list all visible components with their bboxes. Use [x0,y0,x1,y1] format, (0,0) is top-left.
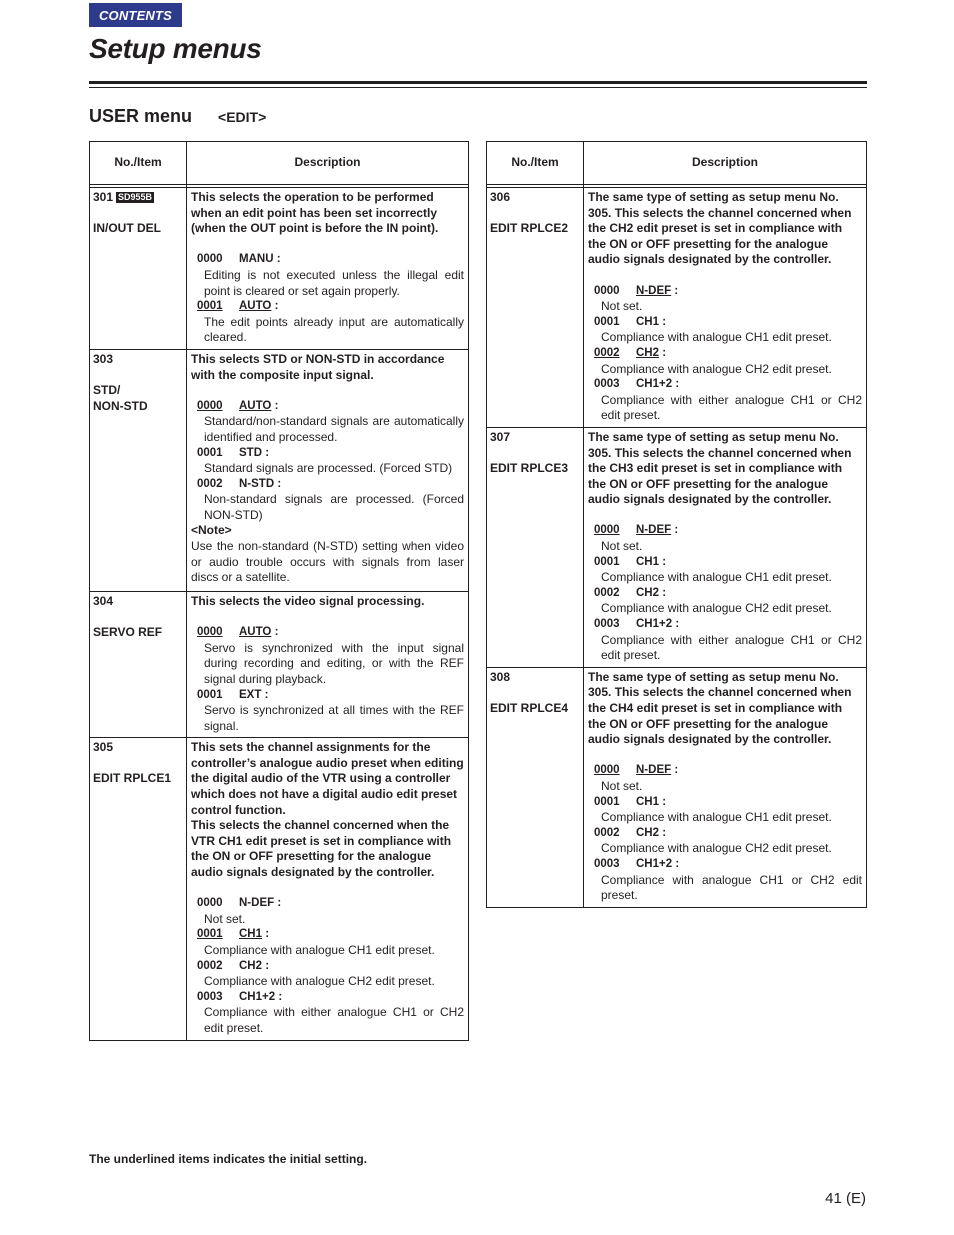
page-title: Setup menus [89,33,262,64]
option-line: 0000 MANU : [197,253,281,266]
description-cell [584,667,867,907]
option-description: Not set. [601,778,643,793]
option-line: 0003 CH1+2 : [594,857,680,870]
description-cell [584,188,867,428]
option-description: Standard signals are processed. (Forced STD) [204,461,453,476]
option-line: 0000 AUTO : [197,626,279,639]
description-lead: This sets the channel assignments for the controller’s analogue audio preset when editing the digital audio of the VTR using a controller which does not have a digital audio edit preset control function. [191,740,464,817]
option-line: 0000 N-DEF : [594,284,679,297]
option-description: Compliance with analogue CH1 edit preset. [204,943,435,957]
menu-number: 306 [490,190,511,204]
item-cell [487,427,584,667]
column-header-description: Description [187,142,469,185]
option-description: Compliance with analogue CH1 edit preset. [601,810,832,825]
table-row [90,349,469,591]
model-badge: SD955B [118,192,153,202]
option-description: Servo is synchronized with the input signal during recording and editing, or with the REF signal during playback. [204,640,464,686]
option-description: Not set. [601,539,643,554]
menu-number: 305 [93,740,114,755]
column-header-item: No./Item [90,142,187,185]
menu-number: 301 [93,190,114,204]
menu-number: 303 [93,351,114,366]
option-description: Compliance with analogue CH2 edit preset. [601,361,832,376]
description-cell [584,427,867,667]
menu-number: 304 [93,593,114,608]
description-lead: This selects STD or NON-STD in accordance with the composite input signal. [191,351,445,382]
option-description: Compliance with analogue CH1 edit preset. [601,570,832,585]
option-description: Servo is synchronized at all times with the REF signal. [204,703,464,733]
option-line: 0000 N-DEF : [594,524,679,537]
menu-item-name: IN/OUT DEL [93,221,161,236]
menu-item-name: EDIT RPLCE3 [490,461,569,476]
option-description: Compliance with either analogue CH1 or CH2 edit preset. [204,1005,464,1035]
footnote: The underlined items indicates the initial setting. [89,1152,368,1166]
item-cell [90,349,187,591]
option-line: 0001 STD : [197,446,270,459]
table-row [90,738,469,1040]
option-description: Compliance with analogue CH1 edit preset. [601,330,832,345]
menu-number: 308 [490,669,511,684]
note-label: <Note> [191,523,232,538]
menu-item-name: NON-STD [93,398,148,413]
header-rule-thick [89,81,867,84]
option-line: 0001 CH1 : [594,795,667,808]
menu-item-name: EDIT RPLCE1 [93,771,172,786]
option-description: Compliance with analogue CH2 edit preset. [601,841,832,856]
description-cell [187,349,469,591]
description-cell [187,591,469,737]
option-description: Compliance with analogue CH1 or CH2 edit preset. [601,872,862,903]
option-line: 0000 N-DEF : [594,764,679,777]
description-lead: This selects the channel concerned when the VTR CH1 edit preset is set in compliance with the ON or OFF presetting for the analogue audio signals designated by the controller. [191,818,452,880]
option-description: Compliance with either analogue CH1 or CH2 edit preset. [601,392,862,423]
menu-number: 307 [490,429,511,444]
section-heading [89,106,266,127]
option-description: Compliance with analogue CH2 edit preset. [204,974,435,989]
column-header-item: No./Item [487,142,584,185]
table-row [487,667,867,907]
menu-item-name: SERVO REF [93,625,163,640]
option-line: 0002 CH2 : [594,346,667,359]
option-line: 0002 CH2 : [594,586,667,599]
description-lead: The same type of setting as setup menu No. 305. This selects the channel concerned when the CH4 edit preset is set in compliance with the ON or OFF presetting for the analogue audio signals designated by the controller. [588,669,852,747]
table-row [487,427,867,667]
table-row [90,188,469,350]
option-line: 0001 CH1 : [197,928,270,941]
table-row [487,188,867,428]
option-line: 0002 CH2 : [197,959,270,972]
menu-table-left [89,141,469,1041]
item-cell [90,738,187,1040]
option-line: 0002 CH2 : [594,826,667,839]
option-line: 0001 CH1 : [594,555,667,568]
option-line: 0001 AUTO : [197,300,279,313]
menu-item-name: STD/ [93,383,121,398]
option-line: 0003 CH1+2 : [594,618,680,631]
option-description: Compliance with analogue CH2 edit preset. [601,601,832,616]
item-cell [487,667,584,907]
description-lead: The same type of setting as setup menu No. 305. This selects the channel concerned when the CH3 edit preset is set in compliance with the ON or OFF presetting for the analogue audio signals designated by the controller. [588,429,852,507]
option-line: 0001 CH1 : [594,315,667,328]
option-line: 0003 CH1+2 : [197,990,283,1003]
table-row [90,591,469,737]
note-text: Use the non-standard (N-STD) setting when video or audio trouble occurs with signals from laser discs or a satellite. [191,539,464,585]
option-description: Not set. [601,299,643,314]
option-line: 0003 CH1+2 : [594,378,680,391]
option-description: The edit points already input are automatically cleared. [204,314,464,345]
option-description: Standard/non-standard signals are automatically identified and processed. [204,414,464,444]
column-header-description: Description [584,142,867,185]
description-cell [187,188,469,350]
header-rule-thin [89,87,867,88]
option-description: Editing is not executed unless the illegal edit point is cleared or set again properly. [204,267,464,298]
item-cell [90,188,187,350]
item-cell [487,188,584,428]
option-description: Compliance with either analogue CH1 or CH2 edit preset. [601,632,862,663]
description-cell [187,738,469,1040]
page-number: 41 (E) [825,1190,866,1207]
description-lead: This selects the video signal processing. [191,593,425,608]
menu-item-name: EDIT RPLCE2 [490,221,569,236]
menu-table-right [486,141,867,908]
option-description: Non-standard signals are processed. (Forced NON-STD) [204,492,464,522]
option-description: Not set. [204,911,246,926]
menu-item-name: EDIT RPLCE4 [490,701,569,715]
contents-link[interactable]: CONTENTS [89,3,182,27]
item-cell [90,591,187,737]
description-lead: The same type of setting as setup menu No. 305. This selects the channel concerned when the CH2 edit preset is set in compliance with the ON or OFF presetting for the analogue audio signals designated by the controller. [588,190,852,267]
option-line: 0002 N-STD : [197,477,282,490]
section-subtitle: <EDIT> [218,109,267,125]
option-line: 0000 AUTO : [197,399,279,412]
option-line: 0001 EXT : [197,688,269,701]
description-lead: This selects the operation to be performed when an edit point has been set incorrectly (when the OUT point is before the IN point). [191,190,439,236]
option-line: 0000 N-DEF : [197,897,282,910]
section-title: USER menu [89,106,193,126]
